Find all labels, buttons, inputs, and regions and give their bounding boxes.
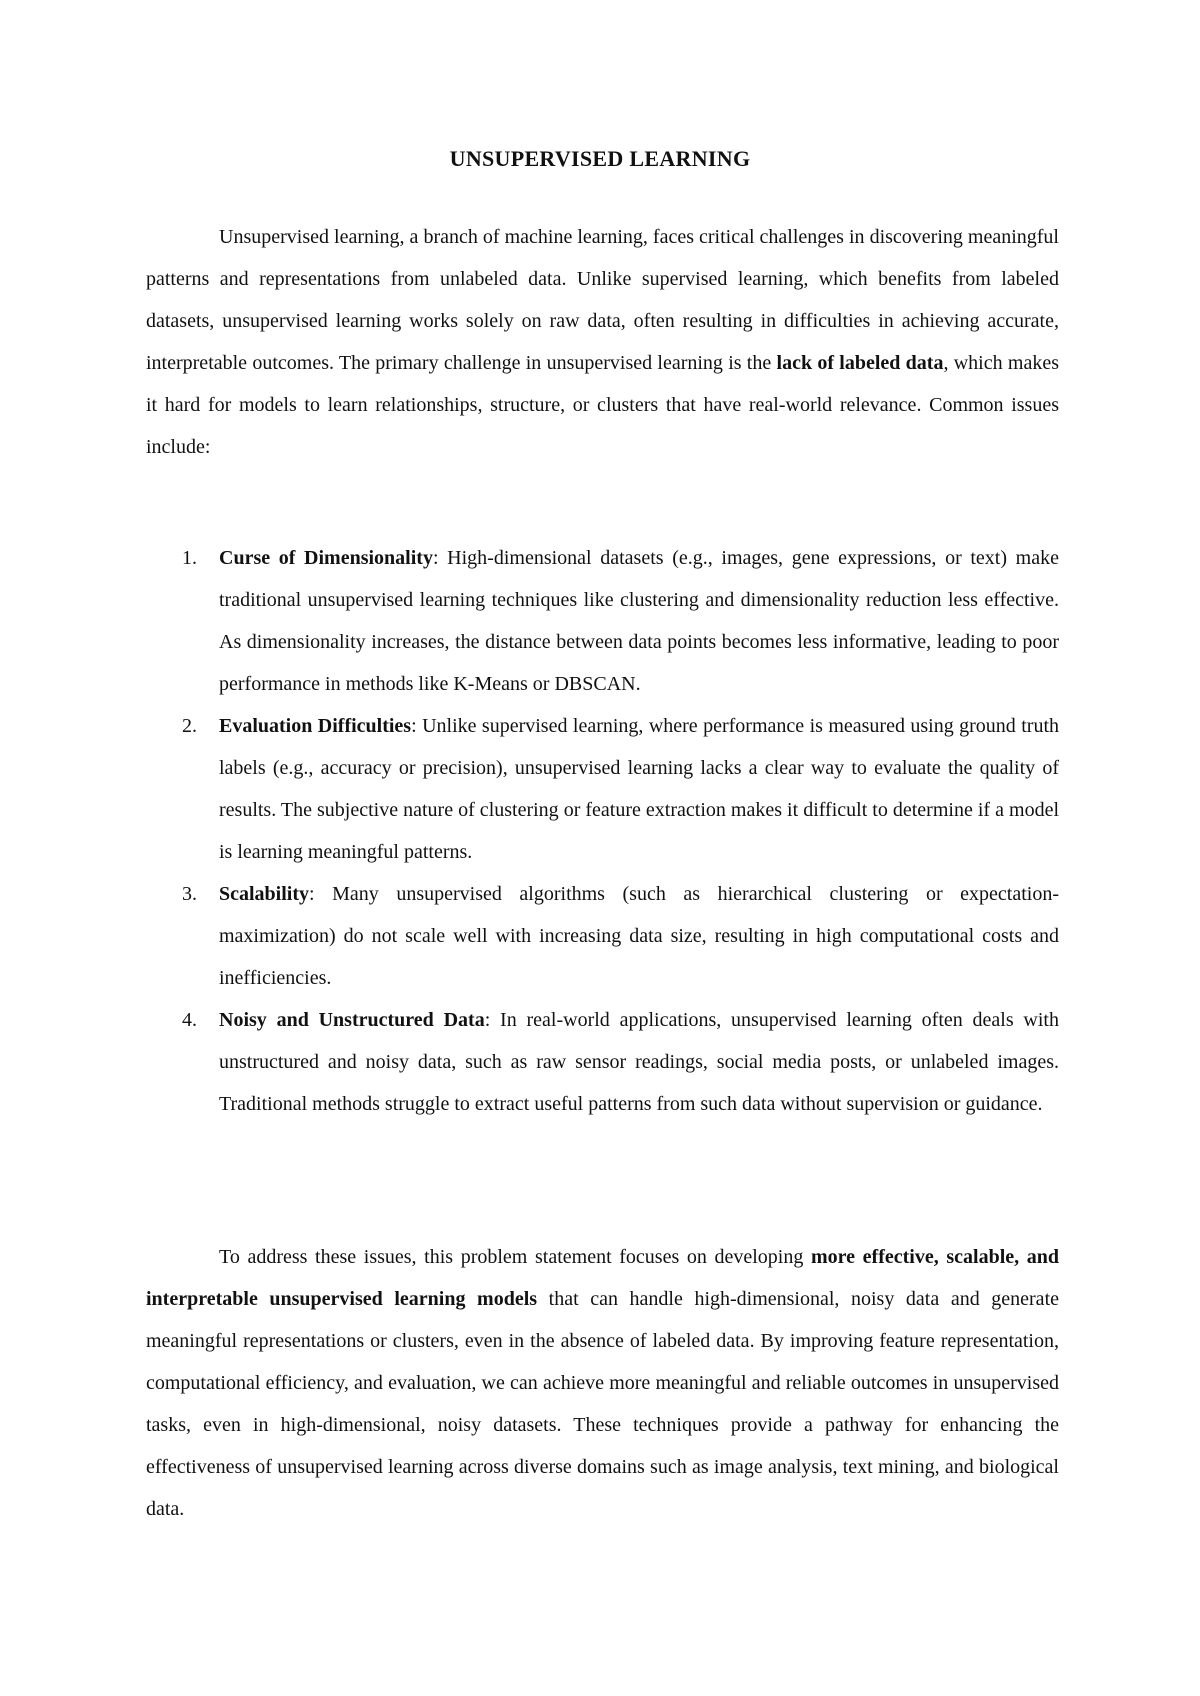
list-item-term: Noisy and Unstructured Data [219,1009,485,1031]
list-item-term: Evaluation Difficulties [219,715,412,737]
conclusion-paragraph [146,1236,1059,1530]
list-item [146,537,1059,705]
list-item-term: Curse of Dimensionality [219,547,433,569]
list-item-term: Scalability [219,883,310,905]
list-item-description: : In real-world applications, unsupervised learning often deals with unstructured and noisy data, such as raw sensor readings, social media posts, or unlabeled images. Traditional methods struggle to extract useful patterns from such data without supervision or guidance. [219,1009,1059,1115]
list-item-number: 1. [182,547,197,569]
list-item-number: 2. [182,715,197,737]
conclusion-text-end: that can handle high-dimensional, noisy data and generate meaningful representations or clusters, even in the absence of labeled data. By improving feature representation, computational efficiency, and evaluation, we can achieve more meaningful and reliable outcomes in unsupervised tasks, even in high-dimensional, noisy datasets. These techniques provide a pathway for enhancing the effectiveness of unsupervised learning across diverse domains such as image analysis, text mining, and biological data. [146,1288,1059,1520]
list-item-number: 3. [182,883,197,905]
intro-text-end: , which makes it hard for models to learn relationships, structure, or clusters that have real-world relevance. Common issues include: [146,352,1059,458]
intro-text-start: Unsupervised learning, a branch of machine learning, faces critical challenges in discovering meaningful patterns and representations from unlabeled data. Unlike supervised learning, which benefits from labeled datasets, unsupervised learning works solely on raw data, often resulting in difficulties in achieving accurate, interpretable outcomes. The primary challenge in unsupervised learning is the [146,226,1059,374]
conclusion-text-start: To address these issues, this problem statement focuses on developing [219,1246,811,1268]
list-item [146,705,1059,873]
list-item-description: : High-dimensional datasets (e.g., images, gene expressions, or text) make traditional unsupervised learning techniques like clustering and dimensionality reduction less effective. As dimensionality increases, the distance between data points becomes less informative, leading to poor performance in methods like K-Means or DBSCAN. [219,547,1059,695]
list-item [146,999,1059,1125]
list-item-description: : Unlike supervised learning, where performance is measured using ground truth labels (e.g., accuracy or precision), unsupervised learning lacks a clear way to evaluate the quality of results. The subjective nature of clustering or feature extraction makes it difficult to determine if a model is learning meaningful patterns. [219,715,1059,863]
page-title: UNSUPERVISED LEARNING [449,146,751,171]
list-item-description: : Many unsupervised algorithms (such as hierarchical clustering or expectation-maximization) do not scale well with increasing data size, resulting in high computational costs and inefficiencies. [219,883,1059,989]
list-item [146,873,1059,999]
issues-list [146,537,1059,1125]
intro-bold-phrase: lack of labeled data [776,352,944,374]
conclusion-bold-phrase: more effective, scalable, and interpretable unsupervised learning models [146,1246,1059,1310]
list-item-number: 4. [182,1009,197,1031]
intro-paragraph [146,216,1059,468]
